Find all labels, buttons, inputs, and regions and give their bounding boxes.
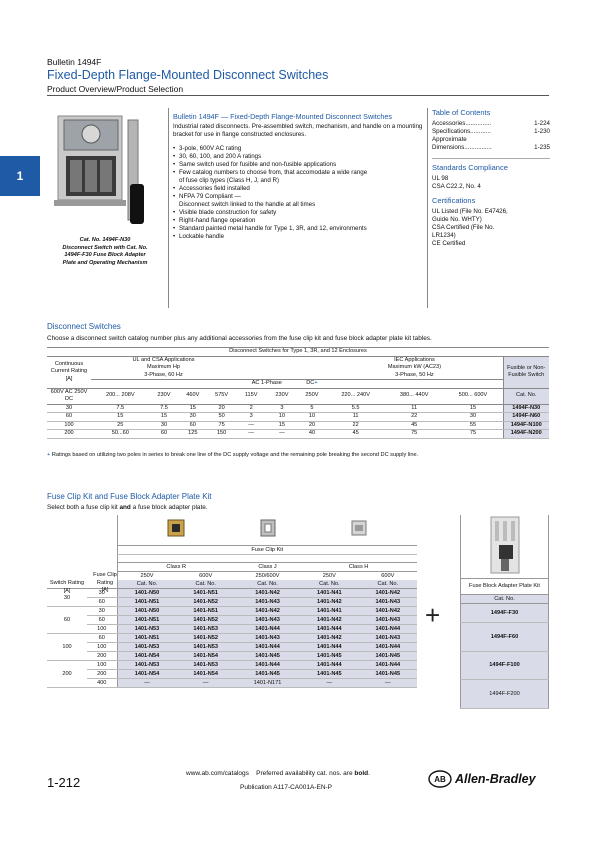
col-current: Continuous Current Rating [A] <box>50 360 88 382</box>
header-divider <box>47 95 549 96</box>
table-cell: 50 <box>207 413 236 422</box>
table-cell: 3 <box>236 413 266 422</box>
cat-number: 1401-N54 <box>177 670 235 679</box>
table-cell: 7.5 <box>91 404 150 413</box>
table-cell: 125 <box>178 430 207 439</box>
table-cell: 55 <box>443 421 503 430</box>
volt-col: 250/600V <box>235 572 300 581</box>
cat-number: 1401-N44 <box>359 643 417 652</box>
cat-number: 1401-N52 <box>177 598 235 607</box>
footer-catalog-link[interactable]: www.ab.com/catalogs Preferred availability cat. nos. are bold. <box>186 770 370 777</box>
table-cell: 10 <box>298 413 327 422</box>
col-dc-spacer <box>298 356 327 380</box>
table-cell: 20 <box>207 404 236 413</box>
col-dc-label: DC+ <box>298 380 327 389</box>
table-title: Disconnect Switches for Type 1, 3R, and 12 Enclosures <box>47 348 549 357</box>
class-j: Class J <box>235 563 300 572</box>
table-row <box>461 680 549 709</box>
table-cell: 25 <box>91 421 150 430</box>
disconnect-footnote: + Ratings based on utilizing two poles in series to break one line of the DC supply voltage and the remaining pole breaking the second DC supply line. <box>47 452 419 458</box>
table-row <box>47 607 417 616</box>
table-row <box>47 404 549 413</box>
table-cell: 3 <box>266 404 297 413</box>
cat-number: 1401-N51 <box>117 634 177 643</box>
table-cell: 75 <box>207 421 236 430</box>
bulletin-intro: Industrial rated disconnects. Pre-assembled switch, mechanism, and handle on a mounting bracket for use in flange constructed enclosures. <box>173 123 423 138</box>
fuse-clip-rating: 60 <box>87 616 117 625</box>
switch-rating: 200 <box>47 661 87 688</box>
svg-text:AB: AB <box>434 775 446 784</box>
table-cell: 22 <box>326 421 385 430</box>
table-cell: 22 <box>385 413 444 422</box>
sidebar-info <box>432 108 550 248</box>
switch-rating: 100 <box>47 634 87 661</box>
table-cell: — <box>236 421 266 430</box>
volt-col: 220... 240V <box>326 388 385 404</box>
cat-number: — <box>359 679 417 688</box>
volt-col: 250V <box>117 572 177 581</box>
cat-number: 1401-N51 <box>177 607 235 616</box>
cat-number: 1401-N42 <box>300 634 358 643</box>
table-cell: 60 <box>150 430 179 439</box>
disconnect-intro: Choose a disconnect switch catalog number plus any additional accessories from the fuse clip kit and fuse block adapter plate kit tables. <box>47 335 432 342</box>
table-cell: 40 <box>298 430 327 439</box>
cat-number: 1401-N42 <box>235 589 300 598</box>
volt-col: 600V <box>359 572 417 581</box>
table-cell: 10 <box>266 413 297 422</box>
table-cell: 15 <box>91 413 150 422</box>
disconnect-switch-photo <box>50 110 158 234</box>
standard-item: CSA C22.2, No. 4 <box>432 183 481 190</box>
col-3ph60: 3-Phase, 60 Hz <box>144 371 183 378</box>
certifications-heading: Certifications <box>432 196 476 205</box>
toc-row[interactable]: Specifications............ 1-230 <box>432 128 550 135</box>
table-row <box>47 679 417 688</box>
cat-number: 1401-N42 <box>300 616 358 625</box>
cat-number: 1401-N45 <box>300 670 358 679</box>
fuse-clip-rating: 200 <box>87 670 117 679</box>
volt-col: 230V <box>266 388 297 404</box>
sidebar-divider <box>432 158 550 159</box>
certification-item: Guide No. WHTY) <box>432 216 482 223</box>
switch-rating: 30 <box>47 589 87 607</box>
fuse-clip-rating: 100 <box>87 661 117 670</box>
cat-number: 1494F-N100 <box>503 421 549 430</box>
fuse-heading: Fuse Clip Kit and Fuse Block Adapter Plate Kit <box>47 492 212 501</box>
table-cell: 30 <box>443 413 503 422</box>
photo-caption-line: 1494F-F30 Fuse Block Adapter <box>64 252 146 258</box>
cat-number: 1401-N45 <box>300 652 358 661</box>
cat-number: 1401-N42 <box>300 598 358 607</box>
cat-number: 1494F-N200 <box>503 430 549 439</box>
volt-col: 600V <box>177 572 235 581</box>
adapter-cat-number: 1494F-F60 <box>461 623 549 652</box>
photo-caption <box>44 237 166 267</box>
cat-number: 1401-N54 <box>177 652 235 661</box>
adapter-cat-number: 1494F-F30 <box>461 604 549 623</box>
table-cell: 15 <box>266 421 297 430</box>
cat-number: 1401-N51 <box>117 598 177 607</box>
cat-number: 1401-N51 <box>177 589 235 598</box>
table-cell: 15 <box>443 404 503 413</box>
col-ac1-label: AC 1-Phase <box>236 380 298 389</box>
class-h: Class H <box>300 563 417 572</box>
table-cell: 50...60 <box>91 430 150 439</box>
table-cell: 15 <box>150 413 179 422</box>
allen-bradley-logo-icon <box>428 770 452 790</box>
table-cell: 30 <box>47 404 91 413</box>
page-title: Fixed-Depth Flange-Mounted Disconnect Switches <box>47 68 329 82</box>
adapter-title: Fuse Block Adapter Plate Kit <box>461 579 549 595</box>
cat-number: 1401-N52 <box>177 634 235 643</box>
table-cell: — <box>236 430 266 439</box>
feature-item: • Standard painted metal handle for Type 1, 3R, and 12, environments <box>173 225 423 233</box>
cat-number: 1401-N42 <box>359 589 417 598</box>
cat-number: 1401-N53 <box>177 625 235 634</box>
cat-number: 1494F-N30 <box>503 404 549 413</box>
table-row <box>47 413 549 422</box>
table-row <box>47 421 549 430</box>
volt-col: 200... 208V <box>91 388 150 404</box>
disconnect-table <box>47 347 549 439</box>
cat-no-header: Cat. No. <box>235 580 300 589</box>
bulletin-label: Bulletin 1494F <box>47 57 102 67</box>
class-j-photo <box>235 515 300 545</box>
kit-title: Fuse Clip Kit <box>117 545 417 554</box>
cat-number: 1401-N43 <box>359 598 417 607</box>
adapter-cat-header: Cat. No. <box>461 595 549 604</box>
adapter-plate-photo <box>461 515 549 579</box>
brand-name: Allen-Bradley <box>455 772 536 786</box>
table-cell: — <box>266 430 297 439</box>
standard-item: UL 98 <box>432 175 449 182</box>
fuse-intro: Select both a fuse clip kit and a fuse block adapter plate. <box>47 504 208 511</box>
publication-number: Publication A117-CA001A-EN-P <box>240 784 333 791</box>
cat-number: 1401-N53 <box>177 643 235 652</box>
table-row <box>461 651 549 680</box>
table-row <box>461 623 549 652</box>
feature-item: • Accessories field installed <box>173 185 423 193</box>
feature-item-continued: of fuse clip types (Class H, J, and R) <box>179 177 280 184</box>
cat-number: 1401-N53 <box>117 661 177 670</box>
standards-heading: Standards Compliance <box>432 163 508 172</box>
volt-col: 500... 600V <box>443 388 503 404</box>
adapter-cat-number: 1494F-F200 <box>461 680 549 709</box>
cat-number: 1401-N44 <box>235 661 300 670</box>
table-cell: 15 <box>178 404 207 413</box>
bulletin-heading: Bulletin 1494F — Fixed-Depth Flange-Mounted Disconnect Switches <box>173 112 392 121</box>
adapter-plate-table <box>460 515 549 709</box>
fuse-clip-rating: 100 <box>87 625 117 634</box>
feature-item: • Right-hand flange operation <box>173 217 423 225</box>
cat-number: 1401-N53 <box>117 643 177 652</box>
feature-item: • NFPA 79 Compliant — <box>173 193 423 201</box>
cat-number: 1401-N45 <box>359 652 417 661</box>
cat-number: 1401-N44 <box>359 625 417 634</box>
fuse-clip-table <box>47 515 417 688</box>
col-fusible: Fusible or Non-Fusible Switch <box>503 356 549 388</box>
photo-caption-line: Plate and Operating Mechanism <box>62 259 148 266</box>
cat-number: 1401-N43 <box>235 616 300 625</box>
cat-number: 1401-N41 <box>300 607 358 616</box>
cat-number: 1401-N54 <box>117 670 177 679</box>
page-number: 1-212 <box>47 775 81 790</box>
table-row <box>461 604 549 623</box>
cat-number: 1401-N50 <box>117 589 177 598</box>
table-cell: 5 <box>298 404 327 413</box>
feature-list <box>173 145 423 241</box>
cat-number: 1401-N44 <box>359 661 417 670</box>
cat-no-header: Cat. No. <box>503 388 549 404</box>
table-row <box>47 430 549 439</box>
sub-current: 600V AC 250V DC <box>47 388 91 404</box>
cat-number: 1401-N44 <box>300 625 358 634</box>
cat-number: 1401-N43 <box>359 616 417 625</box>
fuse-clip-rating: 200 <box>87 652 117 661</box>
col-ac1 <box>236 356 298 380</box>
plus-sign: + <box>425 600 441 630</box>
fuse-clip-rating: 100 <box>87 643 117 652</box>
photo-caption-line: Disconnect Switch with Cat. No. <box>62 244 148 251</box>
disconnect-heading: Disconnect Switches <box>47 322 121 331</box>
fuse-clip-rating: 400 <box>87 679 117 688</box>
feature-item: • Visible blade construction for safety <box>173 209 423 217</box>
cat-number: — <box>177 679 235 688</box>
cat-number: 1401-N45 <box>235 670 300 679</box>
col-ul: UL and CSA Applications Maximum Hp <box>132 356 195 370</box>
volt-col: 250V <box>298 388 327 404</box>
table-cell: 150 <box>207 430 236 439</box>
table-row <box>47 670 417 679</box>
fuse-clip-rating: 60 <box>87 598 117 607</box>
cat-number: 1401-N51 <box>117 616 177 625</box>
table-row <box>47 616 417 625</box>
cat-number: 1401-N45 <box>359 670 417 679</box>
table-cell: 30 <box>178 413 207 422</box>
table-cell: 11 <box>385 404 444 413</box>
volt-col: 575V <box>207 388 236 404</box>
feature-item: • 3-pole, 600V AC rating <box>173 145 423 153</box>
feature-item-continued: Disconnect switch linked to the handle at all times <box>179 201 316 208</box>
feature-item: • Lockable handle <box>173 233 423 241</box>
volt-col: 380... 440V <box>385 388 444 404</box>
cat-number: — <box>300 679 358 688</box>
fuse-clip-rating: 30 <box>87 607 117 616</box>
col-iec: IEC Applications Maximum kW (AC23) <box>387 356 441 370</box>
cat-number: 1401-N41 <box>300 589 358 598</box>
cat-number: 1401-N54 <box>117 652 177 661</box>
certification-item: CE Certified <box>432 240 466 247</box>
table-cell: 2 <box>236 404 266 413</box>
cat-number: 1401-N53 <box>117 625 177 634</box>
table-cell: 11 <box>326 413 385 422</box>
volt-col: 250V <box>300 572 358 581</box>
cat-number: 1401-N44 <box>235 643 300 652</box>
section-tab: 1 <box>0 156 40 196</box>
col-fuse-clip-rating: Fuse Clip Rating [A] <box>93 572 117 593</box>
feature-item: • Few catalog numbers to choose from, that accomodate a wide range <box>173 169 423 177</box>
table-row <box>47 625 417 634</box>
table-cell: 20 <box>298 421 327 430</box>
cat-no-header: Cat. No. <box>359 580 417 589</box>
table-cell: 60 <box>47 413 91 422</box>
cat-no-header: Cat. No. <box>177 580 235 589</box>
cat-number: 1401-N50 <box>117 607 177 616</box>
cat-number: 1401-N44 <box>300 661 358 670</box>
cat-number: 1401-N52 <box>177 616 235 625</box>
volt-col: 115V <box>236 388 266 404</box>
toc-row[interactable]: Dimensions................ 1-235 <box>432 144 550 151</box>
photo-caption-line: Cat. No. 1494F-N30 <box>79 237 131 243</box>
certification-item: UL Listed (File No. E47426, <box>432 208 508 215</box>
class-h-photo <box>300 515 417 545</box>
cat-number: 1401-N43 <box>235 634 300 643</box>
table-cell: 100 <box>47 421 91 430</box>
cat-number: 1401-N42 <box>359 607 417 616</box>
cat-number: 1401-N44 <box>235 625 300 634</box>
bulletin-description <box>168 108 428 308</box>
table-row <box>47 661 417 670</box>
certification-item: LR1234) <box>432 232 456 239</box>
table-cell: 45 <box>385 421 444 430</box>
toc-row[interactable]: Approximate <box>432 136 467 143</box>
volt-col: 460V <box>178 388 207 404</box>
table-cell: 75 <box>385 430 444 439</box>
certification-item: CSA Certified (File No. <box>432 224 495 231</box>
toc-heading: Table of Contents <box>432 108 491 117</box>
fuse-clip-rating: 30 <box>87 589 117 598</box>
cat-number: 1401-N53 <box>177 661 235 670</box>
volt-col: 230V <box>150 388 179 404</box>
table-cell: 45 <box>326 430 385 439</box>
cat-number: 1401-N44 <box>300 643 358 652</box>
table-cell: 75 <box>443 430 503 439</box>
col-switch-rating: Switch Rating [A] <box>49 580 85 594</box>
table-row <box>47 643 417 652</box>
table-cell: 5.5 <box>326 404 385 413</box>
page-subtitle: Product Overview/Product Selection <box>47 84 184 94</box>
table-row <box>47 598 417 607</box>
cat-no-header: Cat. No. <box>300 580 358 589</box>
cat-number: 1401-N171 <box>235 679 300 688</box>
table-cell: 200 <box>47 430 91 439</box>
switch-rating: 60 <box>47 607 87 634</box>
table-cell: 7.5 <box>150 404 179 413</box>
feature-item: • 30, 60, 100, and 200 A ratings <box>173 153 423 161</box>
cat-number: 1401-N43 <box>235 598 300 607</box>
cat-number: 1494F-N60 <box>503 413 549 422</box>
cat-no-header: Cat. No. <box>117 580 177 589</box>
cat-number: 1401-N43 <box>359 634 417 643</box>
col-3ph50: 3-Phase, 50 Hz <box>395 371 434 378</box>
adapter-cat-number: 1494F-F100 <box>461 651 549 680</box>
fuse-clip-rating: 60 <box>87 634 117 643</box>
class-r: Class R <box>117 563 235 572</box>
cat-number: 1401-N42 <box>235 607 300 616</box>
table-row <box>47 634 417 643</box>
toc-row[interactable]: Accessories............... 1-224 <box>432 120 550 127</box>
table-cell: 60 <box>178 421 207 430</box>
feature-item: • Same switch used for fusible and non-fusible applications <box>173 161 423 169</box>
table-cell: 30 <box>150 421 179 430</box>
table-row <box>47 652 417 661</box>
cat-number: 1401-N45 <box>235 652 300 661</box>
cat-number: — <box>117 679 177 688</box>
class-r-photo <box>117 515 235 545</box>
